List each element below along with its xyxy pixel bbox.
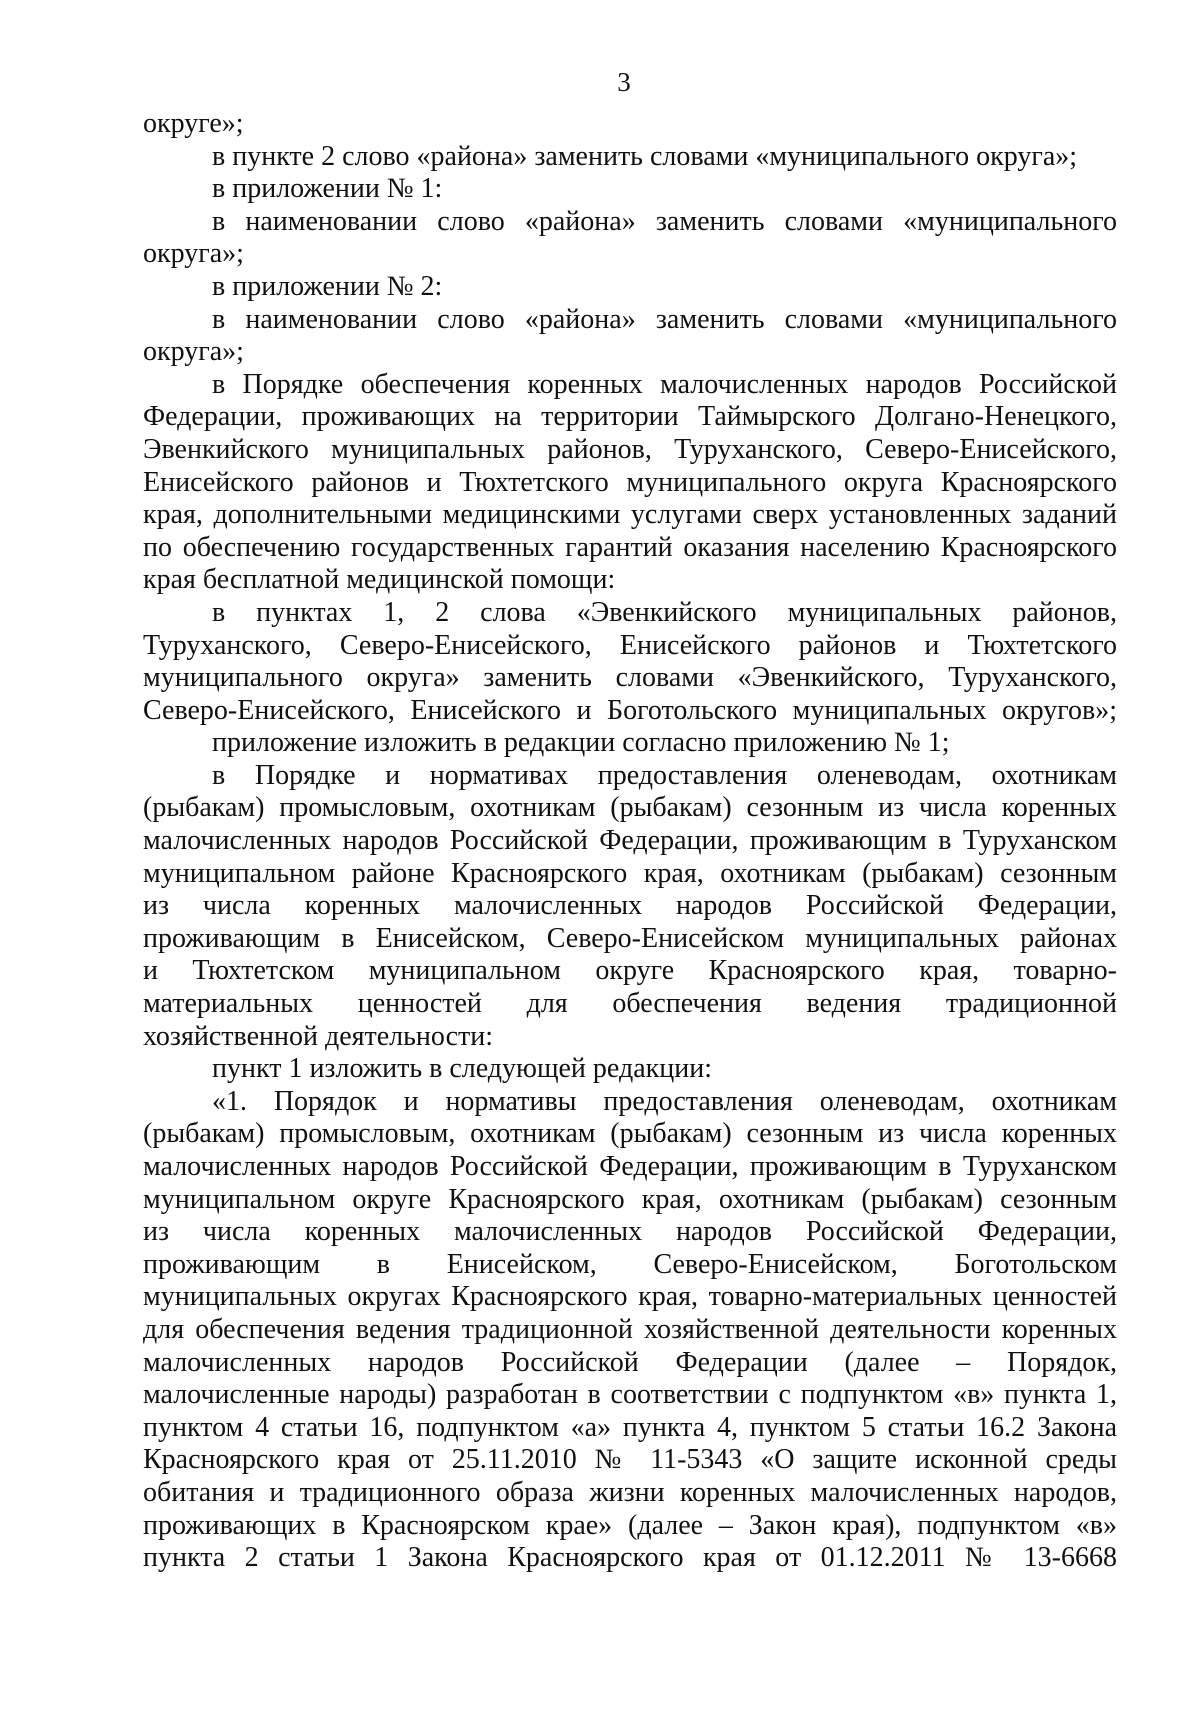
text-line: обитания и традиционного образа жизни коренных малочисленных народов,	[143, 1476, 1117, 1508]
text-line: муниципального округа» заменить словами «Эвенкийского, Туруханского,	[143, 662, 1117, 694]
text-line: для обеспечения ведения традиционной хозяйственной деятельности коренных	[143, 1313, 1117, 1345]
text-line: приложение изложить в редакции согласно приложению № 1;	[212, 727, 950, 759]
text-line: края бесплатной медицинской помощи:	[143, 564, 616, 596]
text-line: и Тюхтетском муниципальном округе Красноярского края, товарно-	[143, 955, 1117, 987]
text-line: (рыбакам) промысловым, охотникам (рыбакам) сезонным из числа коренных	[143, 792, 1117, 824]
text-line: в пункте 2 слово «района» заменить словами «муниципального округа»;	[212, 140, 1078, 172]
text-line: округе»;	[143, 108, 244, 139]
text-line: муниципальном районе Красноярского края, охотникам (рыбакам) сезонным	[143, 857, 1117, 889]
text-line: малочисленных народов Российской Федерации (далее – Порядок,	[143, 1346, 1117, 1378]
text-line: пунктом 4 статьи 16, подпунктом «а» пункта 4, пунктом 5 статьи 16.2 Закона	[143, 1411, 1117, 1443]
text-line: пункт 1 изложить в следующей редакции:	[212, 1053, 712, 1085]
text-line: в Порядке и нормативах предоставления оленеводам, охотникам	[212, 759, 1117, 791]
text-line: хозяйственной деятельности:	[143, 1020, 494, 1052]
text-line: муниципальном округе Красноярского края, охотникам (рыбакам) сезонным	[143, 1183, 1117, 1215]
text-line: проживающим в Енисейском, Северо-Енисейском, Боготольском	[143, 1248, 1117, 1280]
text-line: в наименовании слово «района» заменить словами «муниципального	[212, 205, 1117, 237]
text-line: края, дополнительными медицинскими услугами сверх установленных заданий	[143, 499, 1117, 531]
text-line: Федерации, проживающих на территории Таймырского Долгано-Ненецкого,	[143, 401, 1117, 433]
text-line: в приложении № 2:	[212, 270, 443, 302]
text-line: в наименовании слово «района» заменить словами «муниципального	[212, 303, 1117, 335]
text-line: Эвенкийского муниципальных районов, Туруханского, Северо-Енисейского,	[143, 433, 1117, 465]
text-line: по обеспечению государственных гарантий оказания населению Красноярского	[143, 531, 1117, 563]
text-line: округа»;	[143, 336, 244, 368]
text-line: проживающим в Енисейском, Северо-Енисейском муниципальных районах	[143, 922, 1117, 954]
text-line: округа»;	[143, 238, 244, 270]
text-line: в пунктах 1, 2 слова «Эвенкийского муниципальных районов,	[212, 596, 1117, 628]
text-line: малочисленных народов Российской Федерации, проживающим в Туруханском	[143, 1151, 1117, 1182]
text-line: пункта 2 статьи 1 Закона Красноярского края от 01.12.2011 № 13-6668	[143, 1542, 1117, 1574]
text-line: в приложении № 1:	[212, 173, 443, 205]
text-line: Туруханского, Северо-Енисейского, Енисейского районов и Тюхтетского	[143, 629, 1117, 661]
text-line: материальных ценностей для обеспечения ведения традиционной	[143, 988, 1117, 1020]
text-line: «1. Порядок и нормативы предоставления оленеводам, охотникам	[212, 1085, 1117, 1117]
text-line: малочисленных народов Российской Федерации, проживающим в Туруханском	[143, 825, 1117, 857]
text-line: муниципальных округах Красноярского края, товарно-материальных ценностей	[143, 1281, 1117, 1313]
document-body	[143, 108, 1117, 1575]
text-line: проживающих в Красноярском крае» (далее – Закон края), подпунктом «в»	[143, 1509, 1117, 1541]
text-line: (рыбакам) промысловым, охотникам (рыбакам) сезонным из числа коренных	[143, 1118, 1117, 1150]
text-line: Енисейского районов и Тюхтетского муниципального округа Красноярского	[143, 466, 1117, 498]
text-line: Северо-Енисейского, Енисейского и Боготольского муниципальных округов»;	[143, 694, 1117, 726]
page-number: 3	[617, 67, 631, 97]
text-line: малочисленные народы) разработан в соответствии с подпунктом «в» пункта 1,	[143, 1379, 1117, 1411]
text-line: из числа коренных малочисленных народов Российской Федерации,	[143, 890, 1117, 922]
text-line: из числа коренных малочисленных народов Российской Федерации,	[143, 1216, 1117, 1248]
text-line: Красноярского края от 25.11.2010 № 11-5343 «О защите исконной среды	[143, 1444, 1117, 1476]
text-line: в Порядке обеспечения коренных малочисленных народов Российской	[212, 368, 1117, 400]
